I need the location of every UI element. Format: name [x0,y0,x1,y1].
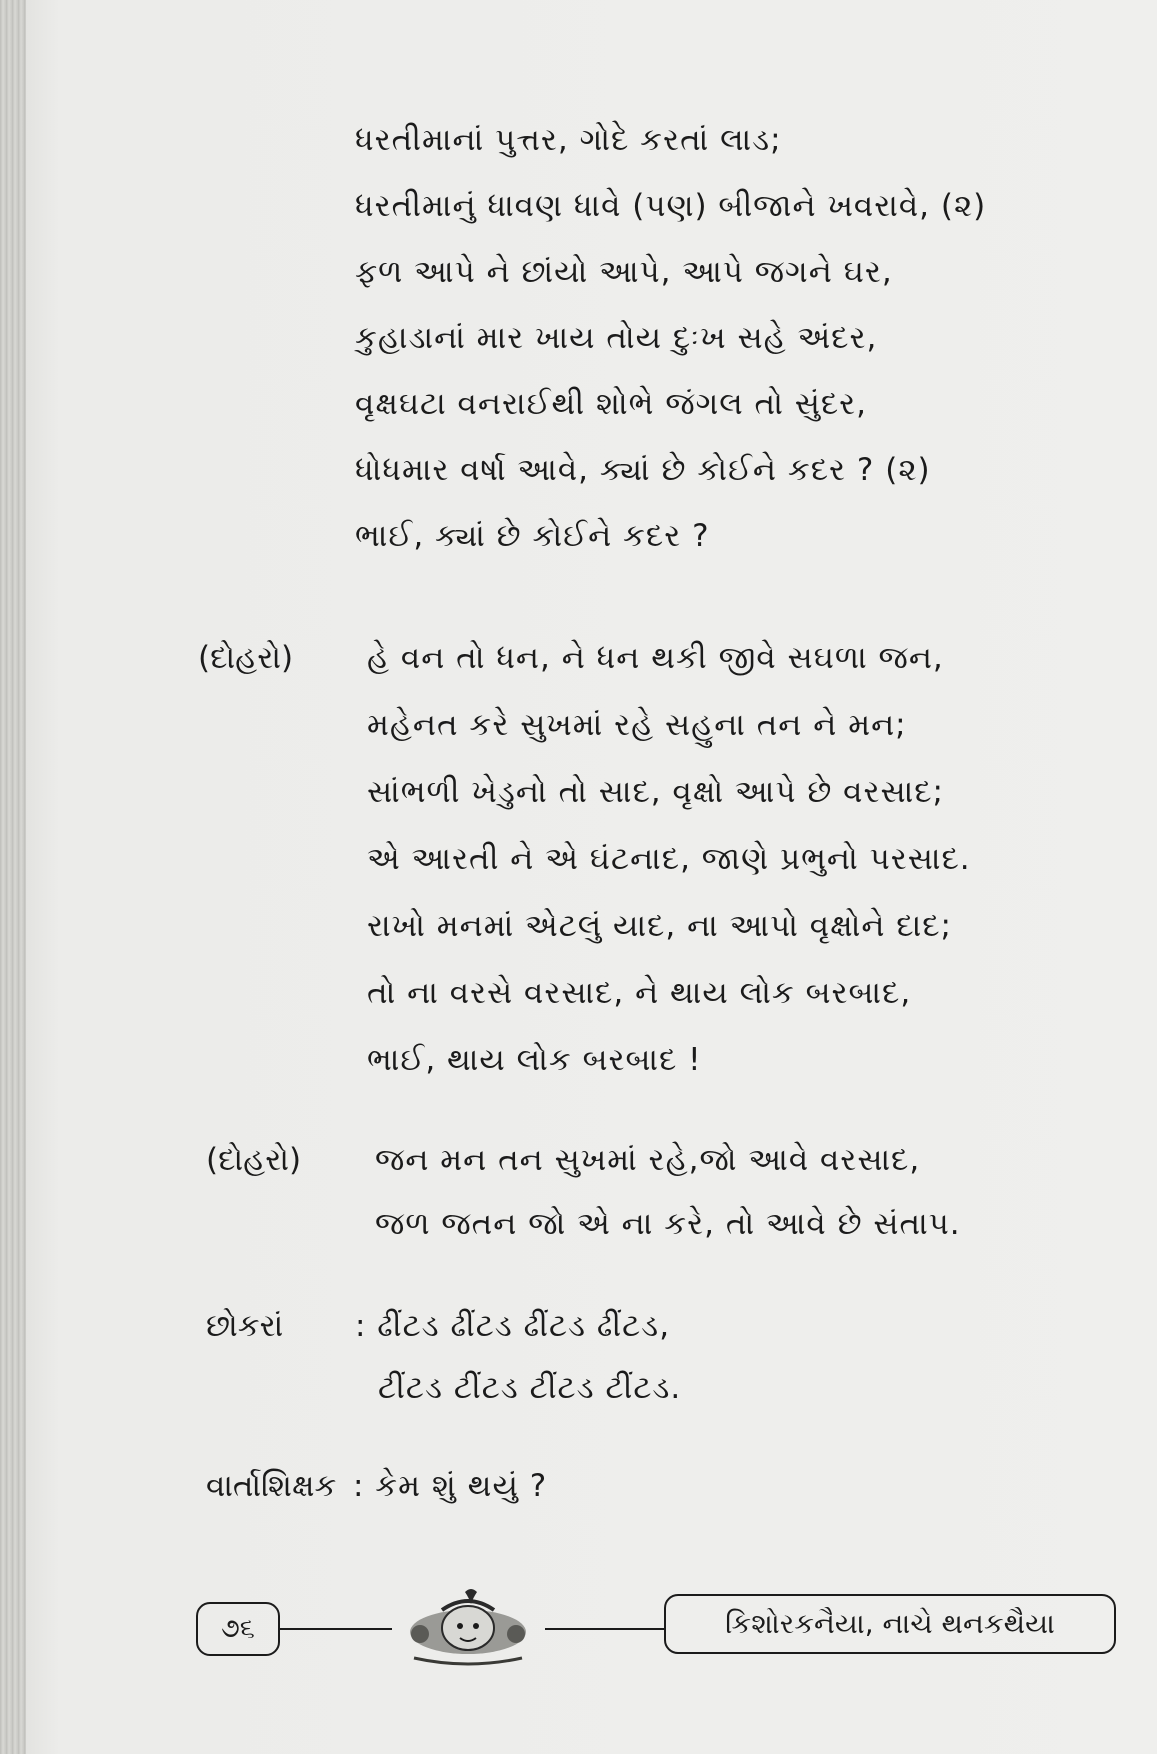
poem-line: ધરતીમાનાં પુત્તર, ગોદે કરતાં લાડ; [355,122,782,158]
poem-line: ભાઈ, થાય લોક બરબાદ ! [367,1042,702,1078]
dialogue-line: : ઢીંટડ ઢીંટડ ઢીંટડ ઢીંટડ, [355,1308,671,1344]
doharo-label: (દોહરો) [198,640,294,676]
page-number: ૭૬ [196,1602,280,1656]
poem-line: તો ના વરસે વરસાદ, ને થાય લોક બરબાદ, [367,975,912,1011]
poem-line: કુહાડાનાં માર ખાય તોય દુઃખ સહે અંદર, [355,320,878,356]
book-title: કિશોરકનૈયા, નાચે થનકથૈયા [664,1594,1116,1654]
krishna-emblem-icon [390,1588,545,1666]
dialogue-line: : કેમ શું થયું ? [353,1468,548,1504]
page-edge [0,0,26,1754]
poem-line: ફળ આપે ને છાંયો આપે, આપે જગને ઘર, [355,254,893,290]
poem-line: જળ જતન જો એ ના કરે, તો આવે છે સંતાપ. [375,1206,961,1242]
poem-line: વૃક્ષઘટા વનરાઈથી શોભે જંગલ તો સુંદર, [355,386,868,422]
dialogue-line: ટીંટડ ટીંટડ ટીંટડ ટીંટડ. [378,1370,682,1406]
speaker-label: છોકરાં [206,1308,284,1344]
poem-line: મહેનત કરે સુખમાં રહે સહુના તન ને મન; [367,707,907,743]
poem-line: ધોધમાર વર્ષા આવે, ક્યાં છે કોઈને કદર ? (૨) [355,452,931,488]
page-footer [190,1588,1120,1668]
poem-line: ભાઈ, ક્યાં છે કોઈને કદર ? [355,518,710,554]
poem-line: ધરતીમાનું ધાવણ ધાવે (પણ) બીજાને ખવરાવે, (૨) [355,188,987,224]
poem-line: રાખો મનમાં એટલું યાદ, ના આપો વૃક્ષોને દાદ; [367,908,952,944]
footer-rule-right [545,1628,665,1630]
poem-line: એ આરતી ને એ ઘંટનાદ, જાણે પ્રભુનો પરસાદ. [367,841,971,877]
speaker-label: વાર્તાશિક્ષક [206,1468,337,1504]
poem-line: જન મન તન સુખમાં રહે,જો આવે વરસાદ, [375,1142,921,1178]
footer-rule-left [280,1628,392,1630]
poem-line: હે વન તો ધન, ને ધન થકી જીવે સઘળા જન, [367,640,944,676]
poem-line: સાંભળી ખેડુનો તો સાદ, વૃક્ષો આપે છે વરસાદ; [367,774,944,810]
doharo-label: (દોહરો) [206,1142,302,1178]
